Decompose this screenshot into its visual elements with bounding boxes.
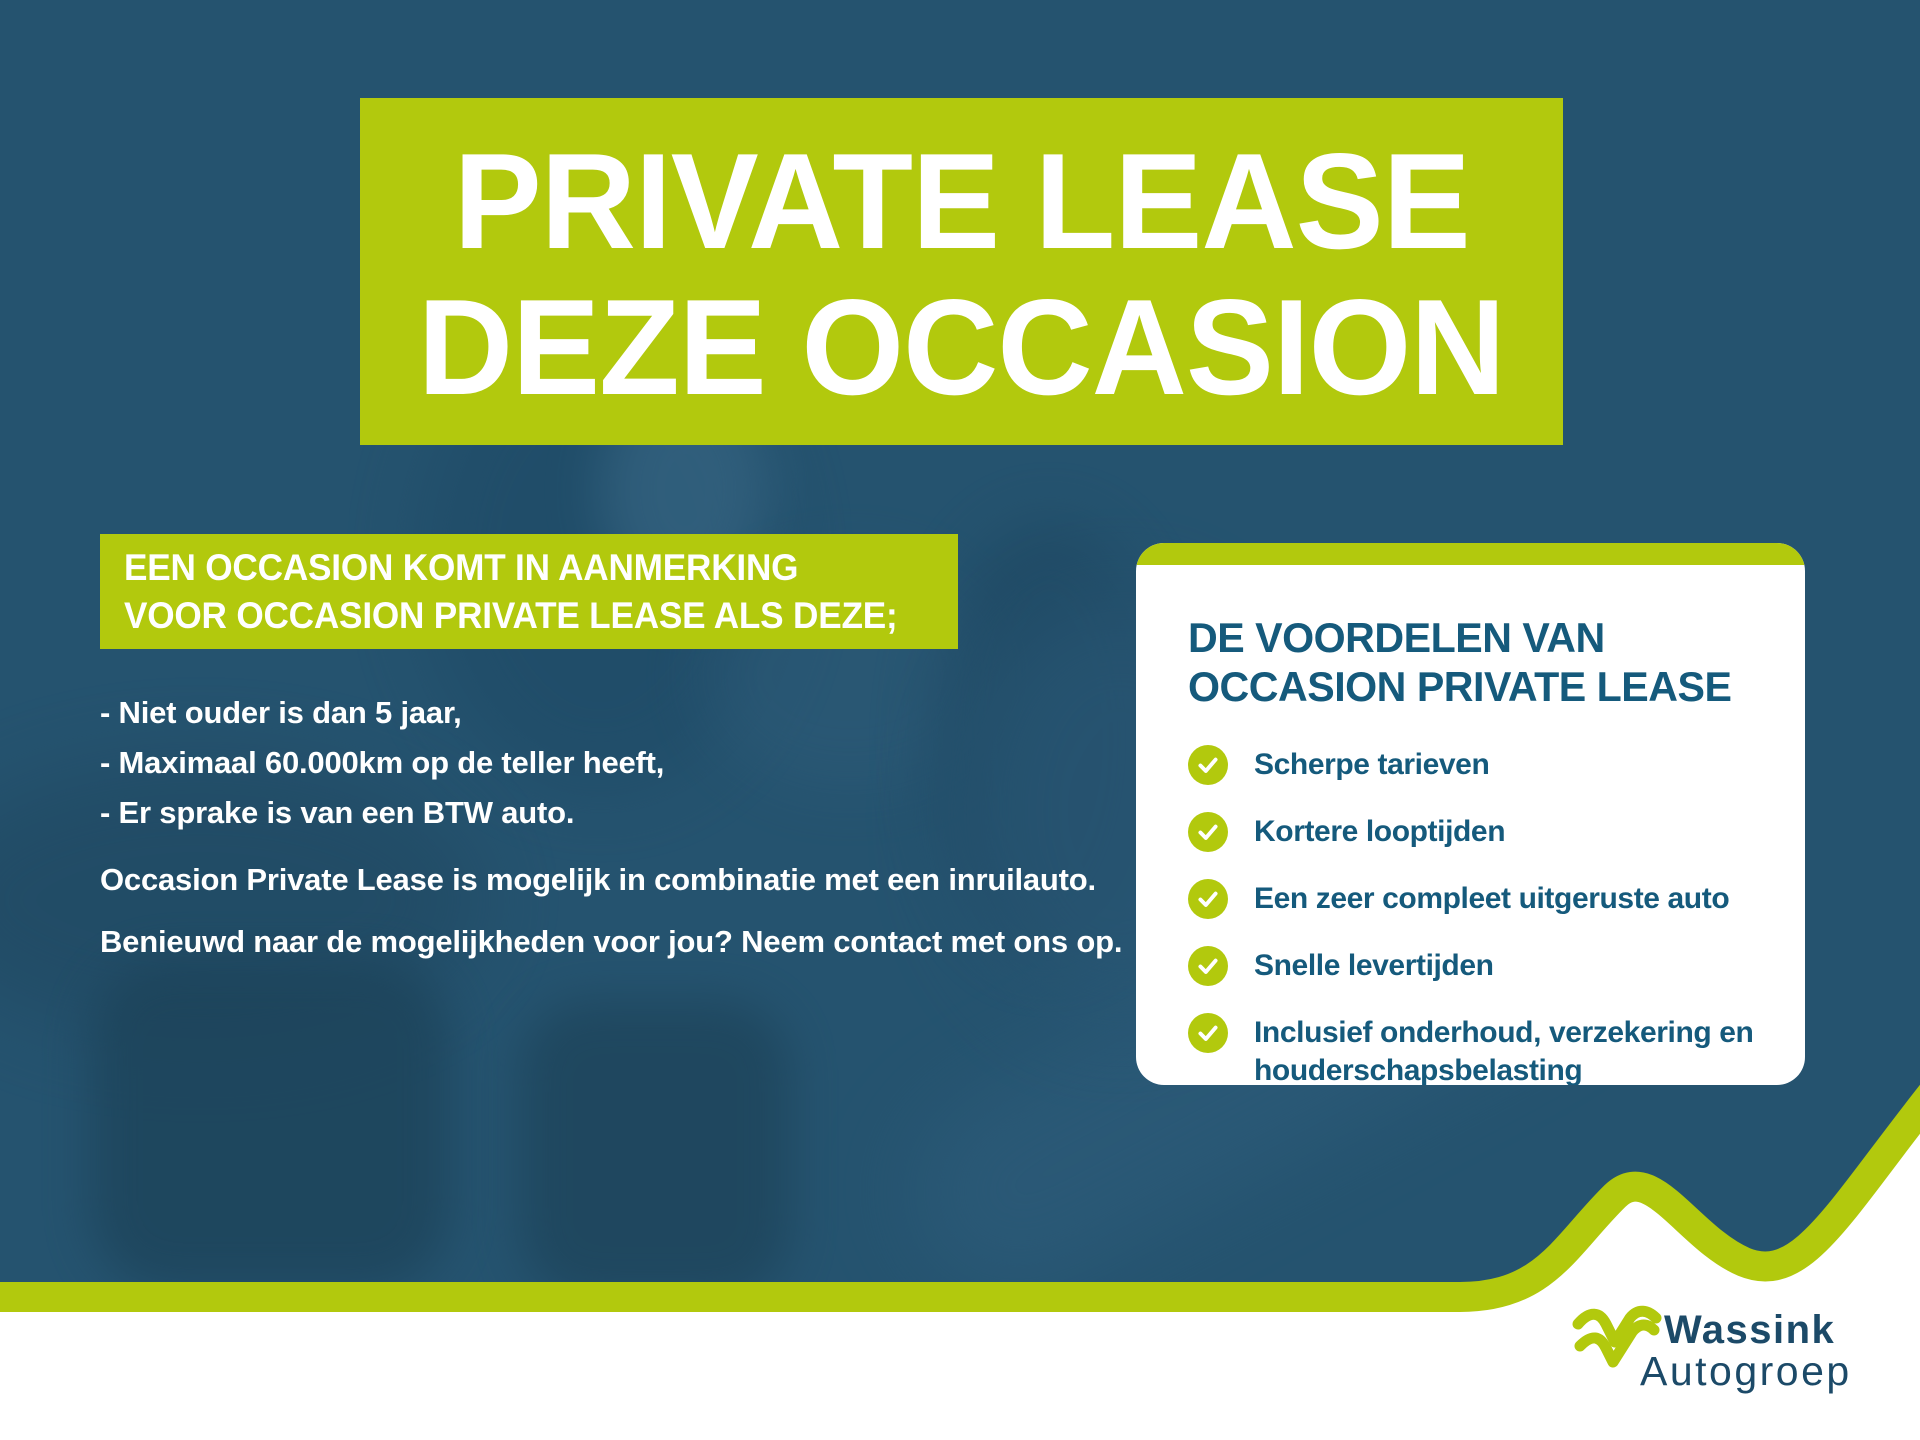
check-icon bbox=[1188, 745, 1228, 785]
benefits-card bbox=[1136, 543, 1805, 1085]
card-body bbox=[1136, 565, 1805, 1085]
check-icon bbox=[1188, 1013, 1228, 1053]
qualification-line-2: VOOR OCCASION PRIVATE LEASE ALS DEZE; bbox=[124, 594, 898, 636]
benefit-label: Een zeer compleet uitgeruste auto bbox=[1254, 882, 1730, 915]
contact-paragraph: Benieuwd naar de mogelijkheden voor jou? Neem contact met ons op. bbox=[100, 924, 1123, 959]
benefit-item bbox=[1188, 812, 1765, 852]
benefit-label: Scherpe tarieven bbox=[1254, 748, 1490, 781]
benefit-label: Snelle levertijden bbox=[1254, 949, 1494, 982]
logo-subtitle: Autogroep bbox=[1640, 1348, 1852, 1394]
qualification-banner bbox=[100, 534, 958, 649]
trade-in-paragraph: Occasion Private Lease is mogelijk in combinatie met een inruilauto. bbox=[100, 862, 1096, 897]
benefit-item bbox=[1188, 1013, 1765, 1085]
benefit-label: Kortere looptijden bbox=[1254, 815, 1506, 848]
main-title-banner bbox=[360, 98, 1563, 445]
qualification-line-1: EEN OCCASION KOMT IN AANMERKING bbox=[124, 546, 799, 588]
benefits-title bbox=[1188, 613, 1753, 711]
condition-item: - Er sprake is van een BTW auto. bbox=[100, 795, 575, 830]
condition-item: - Maximaal 60.000km op de teller heeft, bbox=[100, 745, 665, 780]
benefit-list bbox=[1188, 745, 1765, 1085]
main-title-line-1: PRIVATE LEASE bbox=[453, 124, 1470, 277]
check-icon bbox=[1188, 879, 1228, 919]
benefits-title-line-2: OCCASION PRIVATE LEASE bbox=[1188, 663, 1732, 710]
benefit-item bbox=[1188, 879, 1765, 919]
logo-name: Wassink bbox=[1664, 1308, 1836, 1352]
condition-item: - Niet ouder is dan 5 jaar, bbox=[100, 695, 462, 730]
benefit-item bbox=[1188, 745, 1765, 785]
benefit-label: Inclusief onderhoud, verzekering en houderschapsbelasting bbox=[1254, 1016, 1754, 1085]
condition-list bbox=[100, 688, 664, 838]
card-top-accent bbox=[1136, 543, 1805, 565]
main-title-line-2: DEZE OCCASION bbox=[418, 270, 1505, 423]
check-icon bbox=[1188, 812, 1228, 852]
check-icon bbox=[1188, 946, 1228, 986]
benefits-title-line-1: DE VOORDELEN VAN bbox=[1188, 614, 1605, 661]
benefit-item bbox=[1188, 946, 1765, 986]
logo-text bbox=[1640, 1308, 1852, 1394]
wassink-autogroep-logo bbox=[1568, 1300, 1852, 1392]
